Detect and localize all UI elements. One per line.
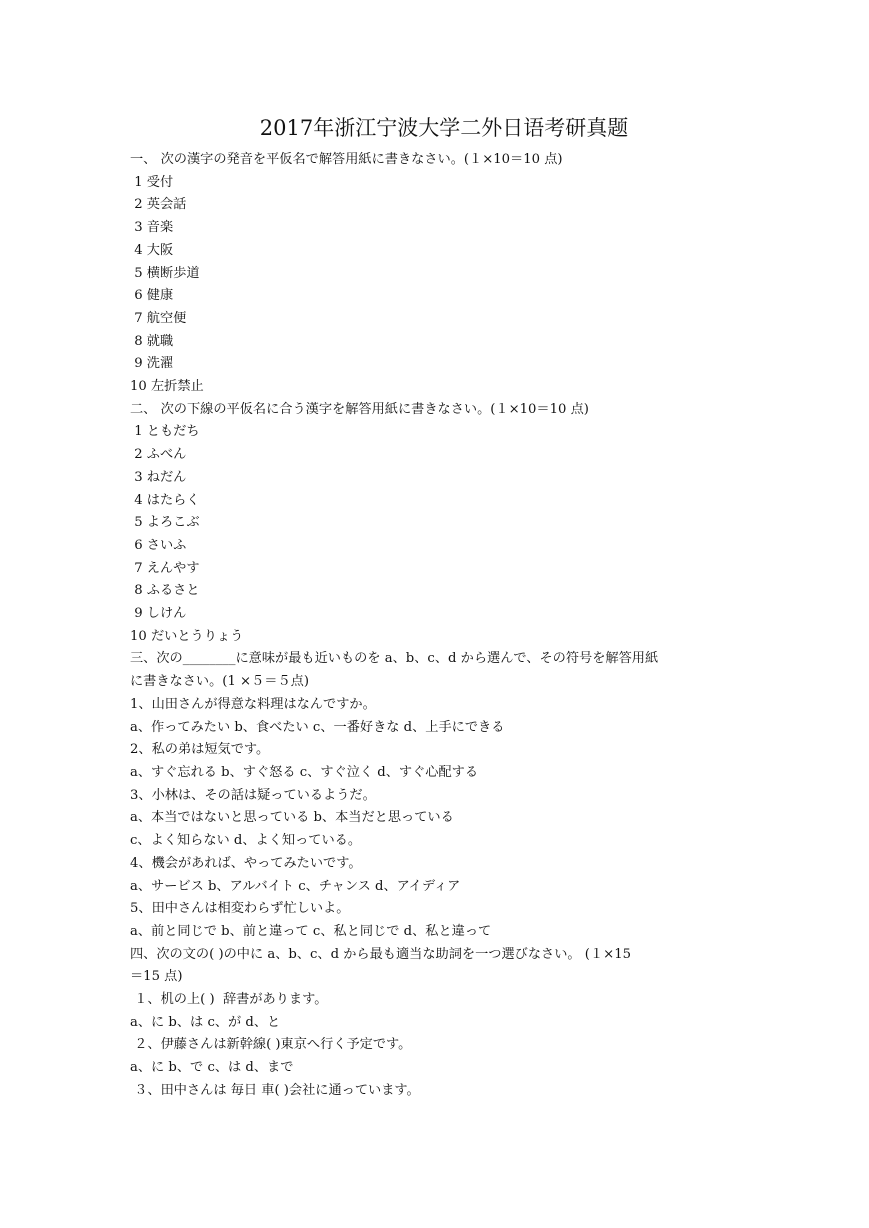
question-item: ３、田中さんは 毎日 車( )会社に通っています。	[130, 1082, 420, 1098]
exam-page	[130, 113, 750, 1103]
question-item: ２、伊藤さんは新幹線( )東京へ行く予定です。	[130, 1037, 412, 1053]
section-heading-continued: ＝15 点)	[130, 969, 183, 985]
question-item: 2、私の弟は短気です。	[130, 742, 270, 758]
question-item: 7 航空便	[130, 310, 187, 326]
answer-options: a、に b、は c、が d、と	[130, 1014, 281, 1030]
answer-options: a、サービス b、アルバイト c、チャンス d、アイディア	[130, 878, 461, 894]
answer-options: a、すぐ忘れる b、すぐ怒る c、すぐ泣く d、すぐ心配する	[130, 764, 479, 780]
question-item: 6 健康	[130, 288, 174, 304]
answer-options: a、作ってみたい b、食べたい c、一番好きな d、上手にできる	[130, 719, 505, 735]
answer-options: a、本当ではないと思っている b、本当だと思っている	[130, 810, 454, 826]
answer-options: c、よく知らない d、よく知っている。	[130, 833, 362, 849]
question-item: 4、機会があれば、やってみたいです。	[130, 855, 362, 871]
question-item: 4 大阪	[130, 242, 174, 258]
question-item: 5 よろこぶ	[130, 515, 200, 531]
question-item: 1 受付	[130, 174, 174, 190]
page-title: 2017年浙江宁波大学二外日语考研真题	[259, 116, 629, 140]
section-heading: 二、 次の下線の平仮名に合う漢字を解答用紙に書きなさい。(１×10＝10 点)	[130, 401, 589, 417]
question-item: 7 えんやす	[130, 560, 200, 576]
question-item: 3 ねだん	[130, 469, 187, 485]
question-item: 2 ふべん	[130, 447, 187, 463]
answer-options: a、に b、で c、は d、まで	[130, 1060, 294, 1076]
question-item: 5、田中さんは相変わらず忙しいよ。	[130, 901, 350, 917]
question-item: 5 横断歩道	[130, 265, 200, 281]
section-heading: 四、次の文の( )の中に a、b、c、d から最も適当な助詞を一つ選びなさい。 (１×15	[130, 946, 631, 962]
question-item: 10 左折禁止	[130, 379, 204, 395]
question-item: 6 さいふ	[130, 537, 187, 553]
question-item: 4 はたらく	[130, 492, 200, 508]
question-item: 2 英会話	[130, 197, 187, 213]
question-item: １、机の上( ) 辞書があります。	[130, 992, 328, 1008]
question-item: 3、小林は、その話は疑っているようだ。	[130, 787, 376, 803]
question-item: 8 就職	[130, 333, 174, 349]
question-item: 1、山田さんが得意な料理はなんですか。	[130, 696, 376, 712]
section-heading-continued: に書きなさい。(1 ×５＝５点)	[130, 674, 309, 690]
question-item: 9 しけん	[130, 606, 187, 622]
question-item: 1 ともだち	[130, 424, 200, 440]
question-item: 3 音楽	[130, 220, 174, 236]
exam-content	[130, 149, 750, 1103]
question-item: 9 洗濯	[130, 356, 174, 372]
question-item: 8 ふるさと	[130, 583, 200, 599]
section-heading: 一、 次の漢字の発音を平仮名で解答用紙に書きなさい。(１×10＝10 点)	[130, 152, 563, 167]
question-item: 10 だいとうりょう	[130, 628, 244, 644]
answer-options: a、前と同じで b、前と違って c、私と同じで d、私と違って	[130, 923, 492, 939]
section-heading: 三、次の________に意味が最も近いものを a、b、c、d から選んで、その符号を解答用紙	[130, 651, 659, 667]
